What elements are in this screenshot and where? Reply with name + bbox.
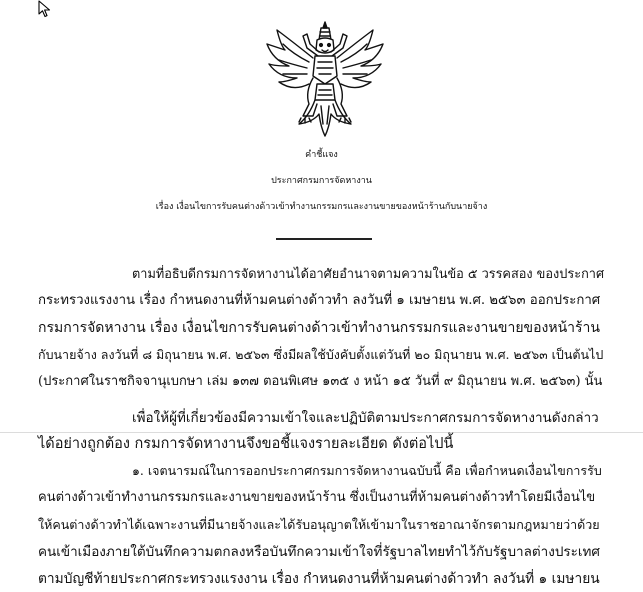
paragraph-line: ได้อย่างถูกต้อง กรมการจัดหางานจึงขอชี้แจงรายละเอียด ดังต่อไปนี้ (38, 436, 454, 452)
paragraph-line: ๑. เจตนารมณ์ในการออกประกาศกรมการจัดหางานฉบับนี้ คือ เพื่อกำหนดเงื่อนไขการรับ (132, 463, 602, 478)
paragraph-line: ตามบัญชีท้ายประกาศกระทรวงแรงงาน เรื่อง กำหนดงานที่ห้ามคนต่างด้าวทำ ลงวันที่ ๑ เมษายน (38, 571, 600, 587)
paragraph-line: ให้คนต่างด้าวทำได้เฉพาะงานที่มีนายจ้างและได้รับอนุญาตให้เข้ามาในราชอาณาจักรตามกฎหมายว่าด้วย (38, 517, 600, 532)
paragraph-line: กรมการจัดหางาน เรื่อง เงื่อนไขการรับคนต่างด้าวเข้าทำงานกรรมกรและงานขายของหน้าร้าน (38, 320, 600, 336)
paragraph-line: คนต่างด้าวเข้าทำงานกรรมกรและงานขายของหน้าร้าน ซึ่งเป็นงานที่ห้ามคนต่างด้าวทำโดยมีเงื่อนไข (38, 490, 596, 505)
mouse-pointer-icon (38, 0, 52, 18)
subject-line: เรื่อง เงื่อนไขการรับคนต่างด้าวเข้าทำงานกรรมกรและงานขายของหน้าร้านกับนายจ้าง (155, 202, 488, 212)
divider-line (276, 238, 372, 240)
garuda-emblem-icon (263, 20, 387, 138)
paragraph-line: กับนายจ้าง ลงวันที่ ๘ มิถุนายน พ.ศ. ๒๕๖๓ ซึ่งมีผลใช้บังคับตั้งแต่วันที่ ๒๐ มิถุนายน พ.ศ. ๒๕๖๓ เป็นต้นไป (38, 347, 604, 362)
paragraph-line: คนเข้าเมืองภายใต้บันทึกความตกลงหรือบันทึกความเข้าใจที่รัฐบาลไทยทำไว้กับรัฐบาลต่างประเทศ (38, 544, 600, 560)
paragraph-line: กระทรวงแรงงาน เรื่อง กำหนดงานที่ห้ามคนต่างด้าวทำ ลงวันที่ ๑ เมษายน พ.ศ. ๒๕๖๓ ออกประกาศ (38, 293, 601, 308)
paragraph-line: (ประกาศในราชกิจจานุเบกษา เล่ม ๑๓๗ ตอนพิเศษ ๑๓๕ ง หน้า ๑๕ วันที่ ๙ มิถุนายน พ.ศ. ๒๕๖๓) นั้น (38, 374, 603, 389)
issuer-line: ประกาศกรมการจัดหางาน (271, 176, 372, 186)
page-crease (0, 432, 643, 433)
paragraph-line: เพื่อให้ผู้ที่เกี่ยวข้องมีความเข้าใจและปฏิบัติตามประกาศกรมการจัดหางานดังกล่าว (132, 410, 599, 426)
document-title: คำชี้แจง (305, 150, 338, 160)
paragraph-line: ตามที่อธิบดีกรมการจัดหางานได้อาศัยอำนาจตามความในข้อ ๕ วรรคสอง ของประกาศ (132, 267, 605, 282)
